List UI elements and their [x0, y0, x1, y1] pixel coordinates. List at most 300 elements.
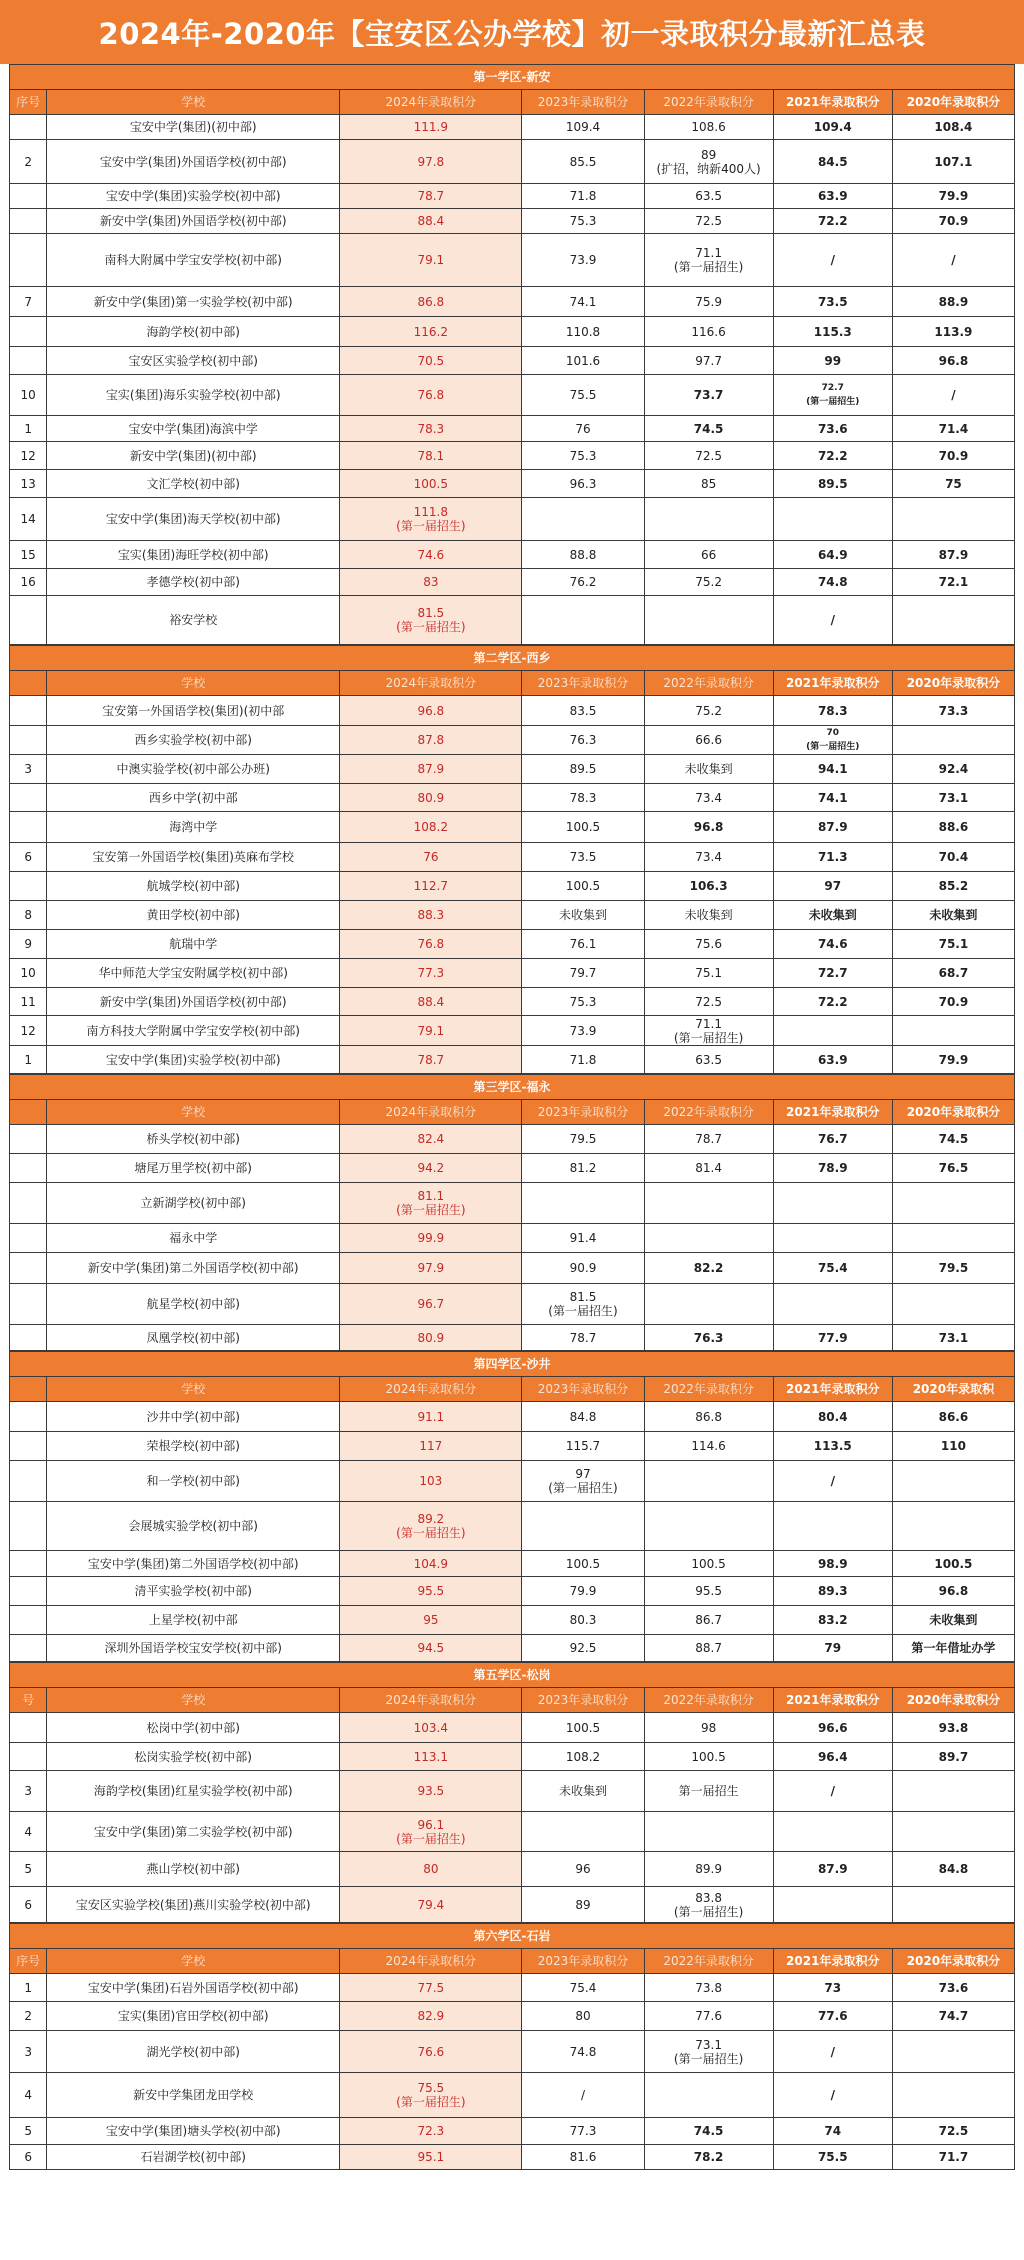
col-school: 宝安区实验学校(集团)燕川实验学校(初中部)	[47, 1887, 340, 1923]
col-2023: 78.7	[522, 1325, 644, 1351]
column-header: 学校	[47, 1949, 340, 1974]
col-school: 宝安中学(集团)海天学校(初中部)	[47, 498, 340, 541]
col-2020	[892, 2031, 1014, 2073]
col-school: 宝安第一外国语学校(集团)英麻布学校	[47, 843, 340, 872]
col-2021: 74.6	[773, 930, 892, 959]
col-school: 宝安中学(集团)海滨中学	[47, 416, 340, 442]
col-2021	[773, 1502, 892, 1551]
column-header: 学校	[47, 1688, 340, 1713]
col-2022: 100.5	[644, 1551, 773, 1577]
column-header: 2022年录取积分	[644, 1377, 773, 1402]
col-2021: 75.4	[773, 1253, 892, 1284]
col-index: 3	[10, 1771, 47, 1812]
col-2023: 73.5	[522, 843, 644, 872]
column-header: 2021年录取积分	[773, 1377, 892, 1402]
table-row	[10, 470, 1015, 498]
table-row	[10, 416, 1015, 442]
col-index	[10, 184, 47, 209]
col-2024: 99.9	[340, 1224, 522, 1253]
col-2023: 97 (第一届招生)	[522, 1461, 644, 1502]
col-2023: 75.3	[522, 209, 644, 234]
col-2020: 70.9	[892, 442, 1014, 470]
table-row	[10, 1887, 1015, 1923]
column-header	[10, 671, 47, 696]
col-index: 2	[10, 140, 47, 184]
column-header: 2020年录取积分	[892, 1688, 1014, 1713]
col-index: 2	[10, 2002, 47, 2031]
col-2022: 116.6	[644, 317, 773, 347]
col-2023: 81.5 (第一届招生)	[522, 1284, 644, 1325]
col-2023: 76.3	[522, 726, 644, 755]
column-header: 2023年录取积分	[522, 1100, 644, 1125]
col-2022: 74.5	[644, 416, 773, 442]
col-2024: 87.9	[340, 755, 522, 784]
col-2024: 103	[340, 1461, 522, 1502]
col-2024: 81.5 (第一届招生)	[340, 596, 522, 645]
col-2024: 117	[340, 1432, 522, 1461]
col-2020	[892, 2073, 1014, 2118]
column-header: 学校	[47, 671, 340, 696]
col-index: 10	[10, 375, 47, 416]
col-2021: 115.3	[773, 317, 892, 347]
col-2022: 75.2	[644, 696, 773, 726]
col-2022: 第一届招生	[644, 1771, 773, 1812]
col-2020: 84.8	[892, 1852, 1014, 1887]
col-2022: 66	[644, 541, 773, 569]
col-school: 西乡中学(初中部	[47, 784, 340, 812]
table-row	[10, 1635, 1015, 1662]
table-row	[10, 541, 1015, 569]
table-row	[10, 930, 1015, 959]
col-2020	[892, 726, 1014, 755]
column-header: 2023年录取积分	[522, 90, 644, 115]
col-index: 4	[10, 2073, 47, 2118]
column-header: 2020年录取积	[892, 1377, 1014, 1402]
col-2023: 110.8	[522, 317, 644, 347]
col-2022: 72.5	[644, 442, 773, 470]
column-header: 2023年录取积分	[522, 1688, 644, 1713]
col-school: 塘尾万里学校(初中部)	[47, 1154, 340, 1183]
col-index: 15	[10, 541, 47, 569]
col-school: 新安中学(集团)外国语学校(初中部)	[47, 209, 340, 234]
col-2024: 81.1 (第一届招生)	[340, 1183, 522, 1224]
col-2023	[522, 1183, 644, 1224]
col-2020: 70.9	[892, 209, 1014, 234]
col-2024: 79.4	[340, 1887, 522, 1923]
col-2022: 100.5	[644, 1743, 773, 1771]
col-school: 和一学校(初中部)	[47, 1461, 340, 1502]
col-2023: 109.4	[522, 115, 644, 140]
col-2024: 95.5	[340, 1577, 522, 1606]
col-index	[10, 1743, 47, 1771]
col-index	[10, 1402, 47, 1432]
col-2021	[773, 1224, 892, 1253]
col-2024: 94.2	[340, 1154, 522, 1183]
col-index	[10, 1125, 47, 1154]
col-2022: 75.1	[644, 959, 773, 988]
col-2023: 81.6	[522, 2145, 644, 2170]
column-header: 2021年录取积分	[773, 90, 892, 115]
col-index: 6	[10, 2145, 47, 2170]
col-2020: 73.6	[892, 1974, 1014, 2002]
col-2024: 116.2	[340, 317, 522, 347]
col-2023: 76.2	[522, 569, 644, 596]
col-2021: 73.5	[773, 287, 892, 317]
col-2020: 73.3	[892, 696, 1014, 726]
col-2020: 72.1	[892, 569, 1014, 596]
col-2020: 70.4	[892, 843, 1014, 872]
col-2020: 113.9	[892, 317, 1014, 347]
col-2020: 93.8	[892, 1713, 1014, 1743]
col-2022: 75.2	[644, 569, 773, 596]
col-school: 新安中学(集团)第一实验学校(初中部)	[47, 287, 340, 317]
col-2021: /	[773, 234, 892, 287]
column-header: 2020年录取积分	[892, 671, 1014, 696]
table-row	[10, 498, 1015, 541]
table-row	[10, 1325, 1015, 1351]
column-header: 2023年录取积分	[522, 1949, 644, 1974]
col-2020: 75	[892, 470, 1014, 498]
column-header: 2021年录取积分	[773, 1100, 892, 1125]
col-2023: 未收集到	[522, 901, 644, 930]
col-2022: 82.2	[644, 1253, 773, 1284]
col-2020	[892, 1812, 1014, 1852]
table-row	[10, 442, 1015, 470]
col-2020: 74.7	[892, 2002, 1014, 2031]
col-2024: 75.5 (第一届招生)	[340, 2073, 522, 2118]
column-header: 号	[10, 1688, 47, 1713]
col-school: 航星学校(初中部)	[47, 1284, 340, 1325]
table-row	[10, 1125, 1015, 1154]
table-row	[10, 1502, 1015, 1551]
col-2022: 98	[644, 1713, 773, 1743]
col-index	[10, 317, 47, 347]
col-2020: 71.7	[892, 2145, 1014, 2170]
col-2024: 78.3	[340, 416, 522, 442]
col-2023	[522, 1812, 644, 1852]
col-school: 宝安中学(集团)第二外国语学校(初中部)	[47, 1551, 340, 1577]
col-index	[10, 209, 47, 234]
col-school: 会展城实验学校(初中部)	[47, 1502, 340, 1551]
col-2024: 79.1	[340, 1016, 522, 1046]
column-header: 2022年录取积分	[644, 1688, 773, 1713]
table-row	[10, 1253, 1015, 1284]
col-index: 1	[10, 1974, 47, 2002]
col-school: 石岩湖学校(初中部)	[47, 2145, 340, 2170]
col-index	[10, 1461, 47, 1502]
col-school: 新安中学(集团)第二外国语学校(初中部)	[47, 1253, 340, 1284]
col-2022: 114.6	[644, 1432, 773, 1461]
table-row	[10, 2118, 1015, 2145]
col-2023: 108.2	[522, 1743, 644, 1771]
table-row	[10, 1183, 1015, 1224]
col-2024: 96.1 (第一届招生)	[340, 1812, 522, 1852]
col-index: 5	[10, 1852, 47, 1887]
col-index: 9	[10, 930, 47, 959]
col-index	[10, 1577, 47, 1606]
column-header: 2022年录取积分	[644, 1100, 773, 1125]
col-2020: 92.4	[892, 755, 1014, 784]
col-2024: 88.4	[340, 988, 522, 1016]
col-2023: 100.5	[522, 812, 644, 843]
col-school: 松岗中学(初中部)	[47, 1713, 340, 1743]
col-2024: 96.7	[340, 1284, 522, 1325]
col-2020: 100.5	[892, 1551, 1014, 1577]
table-row	[10, 287, 1015, 317]
col-2024: 89.2 (第一届招生)	[340, 1502, 522, 1551]
table-row	[10, 2145, 1015, 2170]
col-2022: 73.4	[644, 843, 773, 872]
col-school: 上星学校(初中部	[47, 1606, 340, 1635]
col-2020	[892, 1771, 1014, 1812]
col-school: 立新湖学校(初中部)	[47, 1183, 340, 1224]
col-school: 航城学校(初中部)	[47, 872, 340, 901]
col-2020	[892, 498, 1014, 541]
col-2022: 73.8	[644, 1974, 773, 2002]
col-2022: 71.1 (第一届招生)	[644, 1016, 773, 1046]
col-index: 14	[10, 498, 47, 541]
column-header: 2020年录取积分	[892, 90, 1014, 115]
col-2022: 97.7	[644, 347, 773, 375]
col-2022: 86.8	[644, 1402, 773, 1432]
col-2024: 108.2	[340, 812, 522, 843]
col-index: 3	[10, 2031, 47, 2073]
table-row	[10, 755, 1015, 784]
col-2023: 96	[522, 1852, 644, 1887]
col-2021: 70 (第一届招生)	[773, 726, 892, 755]
district-table	[9, 1662, 1015, 1923]
col-2023: 73.9	[522, 234, 644, 287]
col-school: 海韵学校(初中部)	[47, 317, 340, 347]
col-index	[10, 115, 47, 140]
col-2024: 96.8	[340, 696, 522, 726]
col-2024: 91.1	[340, 1402, 522, 1432]
table-row	[10, 1606, 1015, 1635]
col-2024: 104.9	[340, 1551, 522, 1577]
col-2021	[773, 1284, 892, 1325]
col-2023: 96.3	[522, 470, 644, 498]
table-row	[10, 1432, 1015, 1461]
col-school: 燕山学校(初中部)	[47, 1852, 340, 1887]
table-row	[10, 234, 1015, 287]
col-2022: 86.7	[644, 1606, 773, 1635]
col-index	[10, 696, 47, 726]
table-row	[10, 1713, 1015, 1743]
column-header: 2021年录取积分	[773, 671, 892, 696]
col-2023: 89.5	[522, 755, 644, 784]
col-2021: 83.2	[773, 1606, 892, 1635]
col-2023: 100.5	[522, 872, 644, 901]
column-header: 学校	[47, 90, 340, 115]
col-2021: 84.5	[773, 140, 892, 184]
district-table	[9, 1351, 1015, 1662]
col-2020: 68.7	[892, 959, 1014, 988]
col-2023: 75.4	[522, 1974, 644, 2002]
col-2024: 88.3	[340, 901, 522, 930]
table-row	[10, 1577, 1015, 1606]
col-school: 桥头学校(初中部)	[47, 1125, 340, 1154]
table-row	[10, 1771, 1015, 1812]
col-2024: 100.5	[340, 470, 522, 498]
col-school: 南科大附属中学宝安学校(初中部)	[47, 234, 340, 287]
col-school: 西乡实验学校(初中部)	[47, 726, 340, 755]
col-2023: 100.5	[522, 1713, 644, 1743]
column-header: 学校	[47, 1377, 340, 1402]
col-2023: 73.9	[522, 1016, 644, 1046]
col-2020: 108.4	[892, 115, 1014, 140]
col-2022: 74.5	[644, 2118, 773, 2145]
district-title: 第六学区-石岩	[10, 1924, 1015, 1949]
table-row	[10, 988, 1015, 1016]
col-2023: 75.5	[522, 375, 644, 416]
table-row	[10, 2073, 1015, 2118]
col-2020	[892, 1887, 1014, 1923]
col-school: 清平实验学校(初中部)	[47, 1577, 340, 1606]
district-title: 第三学区-福永	[10, 1075, 1015, 1100]
col-2024: 72.3	[340, 2118, 522, 2145]
col-2022: 63.5	[644, 184, 773, 209]
col-index: 16	[10, 569, 47, 596]
col-2024: 82.4	[340, 1125, 522, 1154]
col-school: 新安中学(集团)(初中部)	[47, 442, 340, 470]
table-row	[10, 1046, 1015, 1074]
col-school: 海韵学校(集团)红星实验学校(初中部)	[47, 1771, 340, 1812]
col-2020: 79.5	[892, 1253, 1014, 1284]
table-row	[10, 1974, 1015, 2002]
col-2022: 71.1 (第一届招生)	[644, 234, 773, 287]
col-2021: 89.3	[773, 1577, 892, 1606]
col-2021: 96.6	[773, 1713, 892, 1743]
column-header: 2020年录取积分	[892, 1949, 1014, 1974]
col-2022: 89 (扩招，纳新400人)	[644, 140, 773, 184]
column-header: 序号	[10, 1949, 47, 1974]
col-2024: 80.9	[340, 784, 522, 812]
col-2021: 98.9	[773, 1551, 892, 1577]
column-header: 2022年录取积分	[644, 671, 773, 696]
column-header: 2024年录取积分	[340, 671, 522, 696]
col-2022	[644, 1461, 773, 1502]
col-2020: 未收集到	[892, 1606, 1014, 1635]
col-2022: 89.9	[644, 1852, 773, 1887]
col-2023: 未收集到	[522, 1771, 644, 1812]
col-2021: /	[773, 1771, 892, 1812]
col-2020: 96.8	[892, 1577, 1014, 1606]
col-school: 宝安中学(集团)第二实验学校(初中部)	[47, 1812, 340, 1852]
table-row	[10, 1743, 1015, 1771]
column-header: 2020年录取积分	[892, 1100, 1014, 1125]
col-2024: 76.8	[340, 375, 522, 416]
col-2022: 75.6	[644, 930, 773, 959]
col-2024: 80	[340, 1852, 522, 1887]
col-school: 荣根学校(初中部)	[47, 1432, 340, 1461]
col-2022: 75.9	[644, 287, 773, 317]
col-2021: 74	[773, 2118, 892, 2145]
col-index	[10, 726, 47, 755]
col-2024: 76.6	[340, 2031, 522, 2073]
col-2022	[644, 596, 773, 645]
column-header: 2022年录取积分	[644, 1949, 773, 1974]
col-2020: 未收集到	[892, 901, 1014, 930]
col-school: 湖光学校(初中部)	[47, 2031, 340, 2073]
col-school: 南方科技大学附属中学宝安学校(初中部)	[47, 1016, 340, 1046]
col-2022: 96.8	[644, 812, 773, 843]
col-2021: 64.9	[773, 541, 892, 569]
col-2021: 99	[773, 347, 892, 375]
col-2021: /	[773, 596, 892, 645]
col-index	[10, 1635, 47, 1662]
col-school: 宝安中学(集团)实验学校(初中部)	[47, 1046, 340, 1074]
col-2024: 70.5	[340, 347, 522, 375]
col-2020: 107.1	[892, 140, 1014, 184]
col-2024: 97.9	[340, 1253, 522, 1284]
col-index	[10, 1154, 47, 1183]
col-2021: 74.8	[773, 569, 892, 596]
col-2023: 80	[522, 2002, 644, 2031]
col-index: 4	[10, 1812, 47, 1852]
district-title: 第四学区-沙井	[10, 1352, 1015, 1377]
col-2023: 78.3	[522, 784, 644, 812]
table-row	[10, 959, 1015, 988]
col-2022: 未收集到	[644, 755, 773, 784]
score-sheet	[9, 64, 1015, 2170]
col-school: 宝实(集团)海乐实验学校(初中部)	[47, 375, 340, 416]
district-title: 第一学区-新安	[10, 65, 1015, 90]
col-school: 新安中学(集团)外国语学校(初中部)	[47, 988, 340, 1016]
column-header	[10, 1100, 47, 1125]
col-2023: 100.5	[522, 1551, 644, 1577]
col-2022: 78.7	[644, 1125, 773, 1154]
col-2021: 87.9	[773, 812, 892, 843]
col-2022: 73.1 (第一届招生)	[644, 2031, 773, 2073]
col-school: 宝安中学(集团)外国语学校(初中部)	[47, 140, 340, 184]
col-2024: 78.7	[340, 184, 522, 209]
col-2020: 71.4	[892, 416, 1014, 442]
col-2022	[644, 1284, 773, 1325]
col-index	[10, 1224, 47, 1253]
col-2021: 87.9	[773, 1852, 892, 1887]
col-2022: 66.6	[644, 726, 773, 755]
col-2021: 97	[773, 872, 892, 901]
col-2022	[644, 1812, 773, 1852]
col-2021: 72.2	[773, 988, 892, 1016]
col-index	[10, 812, 47, 843]
col-2022: 78.2	[644, 2145, 773, 2170]
column-header: 2024年录取积分	[340, 1949, 522, 1974]
col-2022	[644, 1502, 773, 1551]
col-school: 松岗实验学校(初中部)	[47, 1743, 340, 1771]
col-school: 宝安中学(集团)塘头学校(初中部)	[47, 2118, 340, 2145]
col-2021: 73.6	[773, 416, 892, 442]
col-2024: 88.4	[340, 209, 522, 234]
col-2020: 85.2	[892, 872, 1014, 901]
column-header: 2021年录取积分	[773, 1688, 892, 1713]
col-index	[10, 1325, 47, 1351]
col-school: 文汇学校(初中部)	[47, 470, 340, 498]
col-2021: 80.4	[773, 1402, 892, 1432]
col-2021: 77.6	[773, 2002, 892, 2031]
table-row	[10, 317, 1015, 347]
col-2020: 79.9	[892, 1046, 1014, 1074]
col-2021: 74.1	[773, 784, 892, 812]
col-index	[10, 1284, 47, 1325]
col-2024: 94.5	[340, 1635, 522, 1662]
col-index	[10, 1502, 47, 1551]
col-school: 航瑞中学	[47, 930, 340, 959]
col-2021: 72.7 (第一届招生)	[773, 375, 892, 416]
col-school: 新安中学集团龙田学校	[47, 2073, 340, 2118]
col-2021	[773, 1887, 892, 1923]
col-index: 7	[10, 287, 47, 317]
